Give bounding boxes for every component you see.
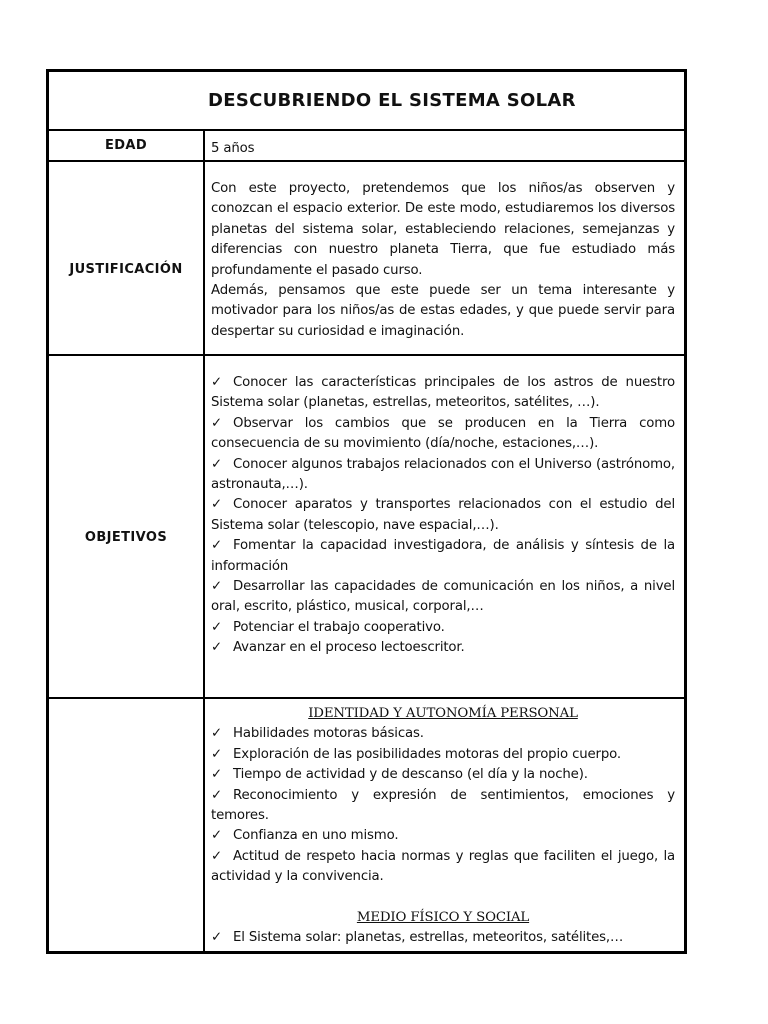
list-item: ✓ Conocer las características principales de los astros de nuestro Sistema solar (planetas, estrellas, meteoritos, satélites, …). bbox=[211, 375, 675, 411]
edad-value: 5 años bbox=[211, 141, 255, 156]
section-heading: MEDIO FÍSICO Y SOCIAL bbox=[356, 909, 530, 925]
list-item: ✓ Habilidades motoras básicas. bbox=[211, 724, 675, 744]
list-item: ✓ Conocer algunos trabajos relacionados con el Universo (astrónomo, astronauta,…). bbox=[211, 456, 675, 493]
list-item: ✓ El Sistema solar: planetas, estrellas, meteoritos, satélites,… bbox=[211, 928, 675, 948]
list-item: ✓ Actitud de respeto hacia normas y reglas que faciliten el juego, la actividad y la convivencia. bbox=[211, 848, 675, 885]
row-divider bbox=[46, 354, 687, 356]
list-item: ✓ Desarrollar las capacidades de comunicación en los niños, a nivel oral, escrito, plástico, musical, corporal,… bbox=[211, 579, 675, 615]
check-icon: ✓ bbox=[211, 538, 222, 554]
check-icon: ✓ bbox=[211, 746, 222, 762]
check-icon: ✓ bbox=[211, 930, 222, 946]
list-item: ✓ Observar los cambios que se producen en la Tierra como consecuencia de su movimiento (día/noche, estaciones,…). bbox=[211, 415, 675, 452]
list-item: ✓ Reconocimiento y expresión de sentimientos, emociones y temores. bbox=[211, 787, 675, 824]
check-icon: ✓ bbox=[211, 787, 222, 803]
column-divider bbox=[203, 130, 205, 951]
justificacion-label: JUSTIFICACIÓN bbox=[69, 262, 183, 277]
contenidos-list bbox=[211, 704, 675, 948]
justificacion-text bbox=[211, 179, 675, 342]
row-divider bbox=[46, 697, 687, 699]
check-icon: ✓ bbox=[211, 848, 222, 864]
check-icon: ✓ bbox=[211, 640, 222, 656]
check-icon: ✓ bbox=[211, 767, 222, 783]
check-icon: ✓ bbox=[211, 456, 222, 472]
check-icon: ✓ bbox=[211, 375, 222, 390]
list-item: ✓ Avanzar en el proceso lectoescritor. bbox=[211, 638, 675, 658]
list-item: ✓ Exploración de las posibilidades motoras del propio cuerpo. bbox=[211, 745, 675, 765]
check-icon: ✓ bbox=[211, 579, 222, 595]
objetivos-label: OBJETIVOS bbox=[84, 530, 168, 545]
edad-label: EDAD bbox=[104, 138, 148, 153]
page-title: DESCUBRIENDO EL SISTEMA SOLAR bbox=[208, 90, 576, 111]
list-item: ✓ Conocer aparatos y transportes relacionados con el estudio del Sistema solar (telescopio, nave espacial,…). bbox=[211, 497, 675, 533]
objetivos-list bbox=[211, 373, 675, 659]
check-icon: ✓ bbox=[211, 415, 222, 431]
section-spacer bbox=[211, 888, 675, 908]
check-icon: ✓ bbox=[211, 726, 222, 742]
list-item: ✓ Confianza en uno mismo. bbox=[211, 826, 675, 846]
row-divider bbox=[46, 129, 687, 131]
check-icon: ✓ bbox=[211, 828, 222, 844]
justificacion-paragraph: Con este proyecto, pretendemos que los niños/as observen y conozcan el espacio exterior. De este modo, estudiaremos los diversos planetas del sistema solar, estableciendo relaciones, semejanzas y diferencias con nuestro planeta Tierra, que fue estudiado más profundamente el pasado curso. bbox=[211, 181, 675, 278]
list-item: ✓ Fomentar la capacidad investigadora, de análisis y síntesis de la información bbox=[211, 538, 675, 574]
row-divider bbox=[46, 160, 687, 162]
justificacion-paragraph: Además, pensamos que este puede ser un tema interesante y motivador para los niños/as de estas edades, y que puede servir para despertar su curiosidad e imaginación. bbox=[211, 283, 675, 339]
check-icon: ✓ bbox=[211, 619, 222, 635]
list-item: ✓ Potenciar el trabajo cooperativo. bbox=[211, 618, 675, 638]
check-icon: ✓ bbox=[211, 497, 222, 513]
section-heading: IDENTIDAD Y AUTONOMÍA PERSONAL bbox=[308, 706, 578, 721]
list-item: ✓ Tiempo de actividad y de descanso (el día y la noche). bbox=[211, 765, 675, 785]
